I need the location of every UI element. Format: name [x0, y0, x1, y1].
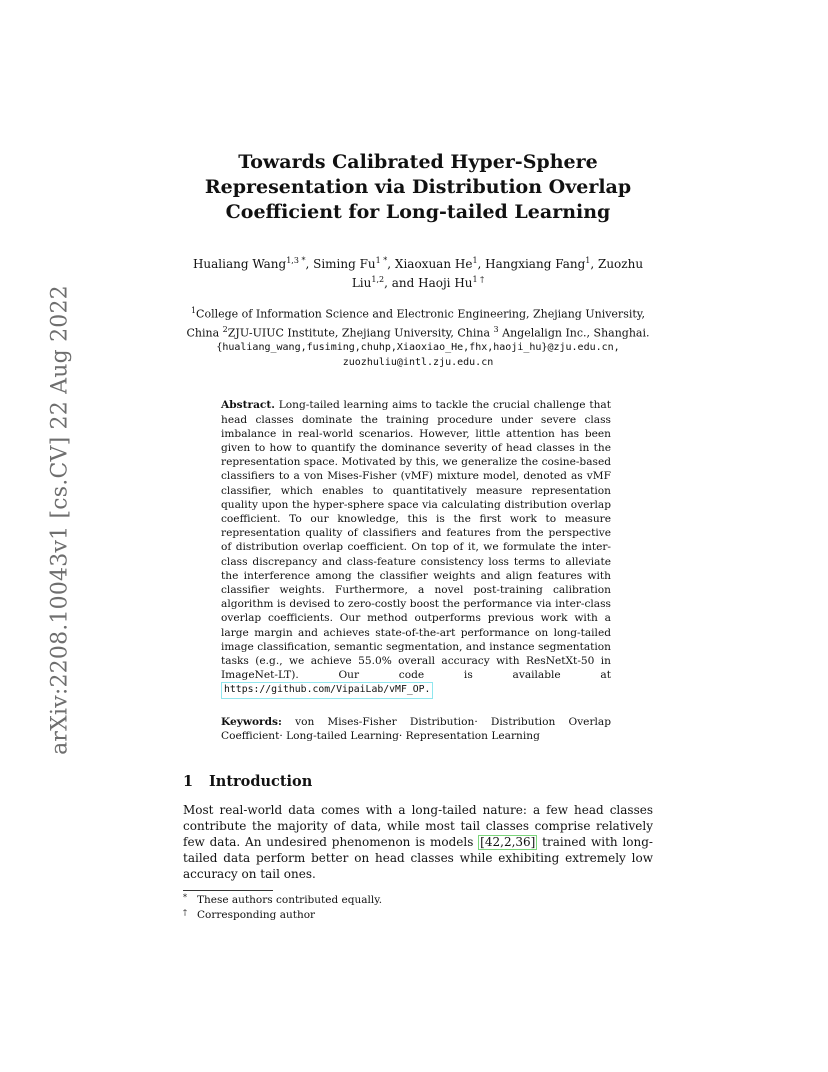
section-number: 1: [183, 772, 194, 790]
footnote-mark: *: [183, 892, 187, 902]
affiliation-mark: 1: [190, 306, 197, 315]
footnote-text: These authors contributed equally.: [197, 893, 383, 906]
author-superscript: 1: [472, 256, 478, 265]
abstract-label: Abstract.: [221, 399, 275, 412]
affiliation-mark: 2: [222, 324, 228, 334]
author-superscript: 1,3 *: [286, 256, 306, 265]
author-name: Hualiang Wang: [192, 257, 287, 271]
paper-content: [183, 150, 653, 923]
author-name: , Zuozhu Liu: [351, 257, 644, 290]
section-title: Introduction: [209, 772, 313, 790]
arxiv-identifier: arXiv:2208.10043v1 [cs.CV] 22 Aug 2022: [47, 285, 73, 755]
author-emails: {hualiang_wang,fusiming,chuhp,Xiaoxiao_He,fhx,haoji_hu}@zju.edu.cn,: [216, 342, 620, 354]
affiliation-mark: 3: [493, 324, 499, 334]
keywords-label: Keywords:: [221, 715, 282, 728]
introduction-paragraph: [183, 802, 653, 882]
author-superscript: 1 †: [472, 275, 485, 284]
abstract: [221, 398, 611, 698]
author-name: , Xiaoxuan He: [387, 257, 473, 271]
affiliations: [183, 303, 653, 370]
keywords: [221, 715, 611, 743]
author-name: , Hangxiang Fang: [477, 257, 586, 271]
author-superscript: 1: [585, 256, 591, 265]
keywords-text: von Mises-Fisher Distribution· Distribution Overlap Coefficient· Long-tailed Learning· Representation Learning: [221, 715, 611, 742]
author-email-secondary: zuozhuliu@intl.zju.edu.cn: [342, 357, 494, 369]
code-repository-link[interactable]: https://github.com/VipaiLab/vMF_OP.: [221, 682, 433, 698]
affiliation-text: Angelalign Inc., Shanghai.: [498, 326, 650, 340]
section-heading-introduction: [183, 773, 653, 790]
footnote-mark: †: [183, 907, 187, 917]
footnote-text: Corresponding author: [197, 908, 316, 921]
footnote-corresponding-author: [183, 908, 653, 923]
paper-title: Towards Calibrated Hyper-Sphere Representation via Distribution Overlap Coefficient for Long-tailed Learning: [204, 151, 632, 223]
abstract-text: Long-tailed learning aims to tackle the crucial challenge that head classes dominate the training procedure under severe class imbalance in real-world scenarios. However, little attention has been given to how to quantify the dominance severity of head classes in the representation space. Motivated by this, we generalize the cosine-based classifiers to a von Mises-Fisher (vMF) mixture model, denoted as vMF classifier, which enables to quantitatively measure representation quality upon the hyper-sphere space via calculating distribution overlap coefficient. To our knowledge, this is the first work to measure representation quality of classifiers and features from the perspective of distribution overlap coefficient. On top of it, we formulate the inter-class discrepancy and class-feature consistency loss terms to alleviate the interference among the classifier weights and align features with classifier weights. Furthermore, a novel post-training calibration algorithm is devised to zero-costly boost the performance via inter-class overlap coefficients. Our method outperforms previous work with a large margin and achieves state-of-the-art performance on long-tailed image classification, semantic segmentation, and instance segmentation tasks (e.g., we achieve 55.0% overall accuracy with ResNetXt-50 in ImageNet-LT). Our code is available at: [221, 399, 611, 682]
author-superscript: 1 *: [375, 256, 388, 265]
footnotes: [183, 893, 653, 923]
affiliation-text: ZJU-UIUC Institute, Zhejiang University, China: [227, 326, 494, 340]
author-superscript: 1,2: [371, 275, 385, 284]
author-name: , and Haoji Hu: [384, 276, 473, 290]
intro-text-continued: trained with long-tailed data perform better on head classes while exhibiting extremely low accuracy on tail ones.: [183, 834, 653, 881]
author-name: , Siming Fu: [305, 257, 376, 271]
footnote-divider: [183, 890, 273, 891]
intro-text: Most real-world data comes with a long-tailed nature: a few head classes contribute the majority of data, while most tail classes comprise relatively few data. An undesired phenomenon is models: [183, 802, 653, 849]
footnote-equal-contribution: [183, 893, 653, 908]
affiliation-text: College of Information Science and Electronic Engineering, Zhejiang University, China: [186, 307, 646, 340]
citation-link[interactable]: [42,2,36]: [480, 834, 536, 849]
author-list: [183, 253, 653, 291]
